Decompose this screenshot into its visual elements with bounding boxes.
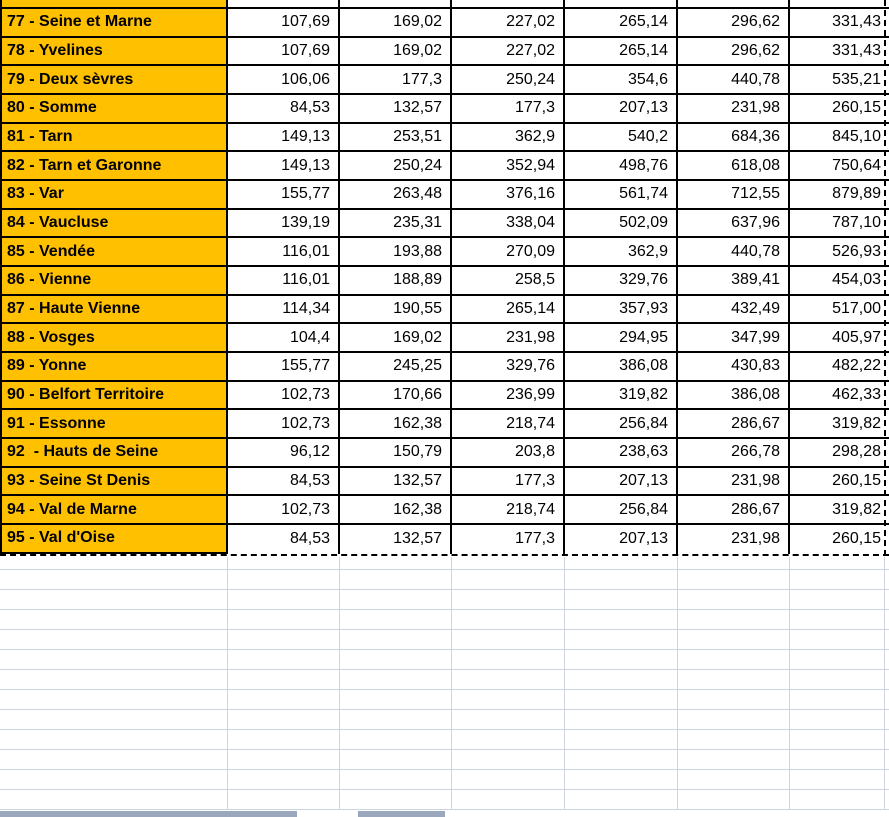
empty-cell[interactable] bbox=[340, 770, 452, 790]
value-cell[interactable]: 637,96 bbox=[678, 210, 790, 239]
empty-cell[interactable] bbox=[565, 570, 678, 590]
value-cell[interactable] bbox=[228, 0, 340, 9]
row-header-cell[interactable]: 79 - Deux sèvres bbox=[0, 66, 228, 95]
empty-cell[interactable] bbox=[228, 570, 340, 590]
empty-cell[interactable] bbox=[340, 690, 452, 710]
value-cell[interactable]: 231,98 bbox=[678, 525, 790, 554]
empty-cell[interactable] bbox=[678, 630, 790, 650]
value-cell[interactable]: 517,00 bbox=[790, 296, 889, 325]
empty-cell[interactable] bbox=[885, 590, 889, 610]
row-header-cell[interactable]: 93 - Seine St Denis bbox=[0, 468, 228, 497]
value-cell[interactable]: 149,13 bbox=[228, 124, 340, 153]
empty-cell[interactable] bbox=[678, 770, 790, 790]
empty-cell[interactable] bbox=[678, 710, 790, 730]
value-cell[interactable]: 329,76 bbox=[565, 267, 678, 296]
value-cell[interactable]: 114,34 bbox=[228, 296, 340, 325]
empty-cell[interactable] bbox=[0, 650, 228, 670]
empty-cell[interactable] bbox=[565, 710, 678, 730]
row-header-cell[interactable]: 84 - Vaucluse bbox=[0, 210, 228, 239]
empty-grid-row bbox=[0, 650, 889, 670]
empty-cell[interactable] bbox=[565, 750, 678, 770]
value-cell[interactable]: 107,69 bbox=[228, 9, 340, 38]
empty-cell[interactable] bbox=[790, 690, 885, 710]
empty-cell[interactable] bbox=[0, 570, 228, 590]
empty-cell[interactable] bbox=[565, 730, 678, 750]
empty-cell[interactable] bbox=[790, 710, 885, 730]
empty-grid-row bbox=[0, 670, 889, 690]
value-cell[interactable]: 139,19 bbox=[228, 210, 340, 239]
bottom-partial-bar bbox=[358, 811, 445, 817]
value-cell[interactable]: 84,53 bbox=[228, 95, 340, 124]
table-row bbox=[0, 38, 889, 67]
empty-cell[interactable] bbox=[452, 750, 565, 770]
value-cell[interactable]: 712,55 bbox=[678, 181, 790, 210]
value-cell[interactable]: 294,95 bbox=[565, 324, 678, 353]
empty-cell[interactable] bbox=[885, 730, 889, 750]
table-row bbox=[0, 152, 889, 181]
empty-cell[interactable] bbox=[228, 750, 340, 770]
value-cell[interactable]: 540,2 bbox=[565, 124, 678, 153]
value-cell[interactable]: 482,22 bbox=[790, 353, 889, 382]
value-cell[interactable] bbox=[565, 0, 678, 9]
empty-cell[interactable] bbox=[452, 770, 565, 790]
empty-cell[interactable] bbox=[340, 670, 452, 690]
empty-cell[interactable] bbox=[0, 790, 228, 810]
empty-cell[interactable] bbox=[0, 557, 228, 570]
empty-cell[interactable] bbox=[340, 750, 452, 770]
empty-cell[interactable] bbox=[790, 730, 885, 750]
table-row bbox=[0, 382, 889, 411]
empty-cell[interactable] bbox=[565, 610, 678, 630]
empty-cell[interactable] bbox=[340, 630, 452, 650]
row-header-cell[interactable]: 88 - Vosges bbox=[0, 324, 228, 353]
table-row bbox=[0, 238, 889, 267]
value-cell[interactable]: 535,21 bbox=[790, 66, 889, 95]
value-cell[interactable]: 440,78 bbox=[678, 66, 790, 95]
empty-cell[interactable] bbox=[452, 610, 565, 630]
empty-cell[interactable] bbox=[885, 770, 889, 790]
value-cell[interactable] bbox=[452, 0, 565, 9]
value-cell[interactable]: 502,09 bbox=[565, 210, 678, 239]
value-cell[interactable]: 286,67 bbox=[678, 496, 790, 525]
row-header-cell[interactable]: 91 - Essonne bbox=[0, 410, 228, 439]
value-cell[interactable] bbox=[790, 0, 889, 9]
table-row bbox=[0, 181, 889, 210]
value-cell[interactable]: 561,74 bbox=[565, 181, 678, 210]
empty-cell[interactable] bbox=[228, 670, 340, 690]
value-cell[interactable]: 265,14 bbox=[452, 296, 565, 325]
value-cell[interactable]: 260,15 bbox=[790, 95, 889, 124]
empty-cell[interactable] bbox=[228, 790, 340, 810]
row-header-cell[interactable]: 78 - Yvelines bbox=[0, 38, 228, 67]
row-header-cell[interactable]: 81 - Tarn bbox=[0, 124, 228, 153]
empty-cell[interactable] bbox=[678, 590, 790, 610]
value-cell[interactable]: 270,09 bbox=[452, 238, 565, 267]
value-cell[interactable]: 440,78 bbox=[678, 238, 790, 267]
empty-cell[interactable] bbox=[565, 590, 678, 610]
empty-cell[interactable] bbox=[790, 750, 885, 770]
page-break-horizontal-line bbox=[0, 554, 889, 556]
row-header-cell[interactable]: 77 - Seine et Marne bbox=[0, 9, 228, 38]
value-cell[interactable]: 245,25 bbox=[340, 353, 452, 382]
empty-cell[interactable] bbox=[885, 610, 889, 630]
value-cell[interactable]: 102,73 bbox=[228, 410, 340, 439]
value-cell[interactable]: 454,03 bbox=[790, 267, 889, 296]
empty-cell[interactable] bbox=[790, 557, 885, 570]
empty-grid-row bbox=[0, 570, 889, 590]
row-header-cell[interactable]: 94 - Val de Marne bbox=[0, 496, 228, 525]
value-cell[interactable]: 432,49 bbox=[678, 296, 790, 325]
value-cell[interactable]: 188,89 bbox=[340, 267, 452, 296]
value-cell[interactable]: 296,62 bbox=[678, 9, 790, 38]
value-cell[interactable]: 347,99 bbox=[678, 324, 790, 353]
empty-grid-row bbox=[0, 730, 889, 750]
empty-cell[interactable] bbox=[678, 610, 790, 630]
partial-table-row bbox=[0, 0, 889, 9]
empty-grid-row bbox=[0, 770, 889, 790]
value-cell[interactable] bbox=[678, 0, 790, 9]
row-header-cell[interactable]: 83 - Var bbox=[0, 181, 228, 210]
value-cell[interactable]: 331,43 bbox=[790, 38, 889, 67]
value-cell[interactable]: 177,3 bbox=[340, 66, 452, 95]
empty-cell[interactable] bbox=[790, 630, 885, 650]
empty-cell[interactable] bbox=[885, 750, 889, 770]
value-cell[interactable]: 207,13 bbox=[565, 525, 678, 554]
value-cell[interactable]: 253,51 bbox=[340, 124, 452, 153]
value-cell[interactable]: 879,89 bbox=[790, 181, 889, 210]
value-cell[interactable]: 193,88 bbox=[340, 238, 452, 267]
empty-cell[interactable] bbox=[0, 670, 228, 690]
empty-grid-row bbox=[0, 690, 889, 710]
value-cell[interactable]: 169,02 bbox=[340, 324, 452, 353]
value-cell[interactable]: 498,76 bbox=[565, 152, 678, 181]
value-cell[interactable]: 329,76 bbox=[452, 353, 565, 382]
table-row bbox=[0, 439, 889, 468]
value-cell[interactable]: 260,15 bbox=[790, 468, 889, 497]
value-cell[interactable]: 116,01 bbox=[228, 267, 340, 296]
empty-cell[interactable] bbox=[228, 630, 340, 650]
empty-cell[interactable] bbox=[885, 710, 889, 730]
value-cell[interactable]: 150,79 bbox=[340, 439, 452, 468]
empty-cell[interactable] bbox=[340, 570, 452, 590]
empty-cell[interactable] bbox=[340, 557, 452, 570]
row-header-cell[interactable]: 85 - Vendée bbox=[0, 238, 228, 267]
value-cell[interactable]: 132,57 bbox=[340, 468, 452, 497]
empty-grid-row bbox=[0, 557, 889, 570]
value-cell[interactable]: 430,83 bbox=[678, 353, 790, 382]
empty-cell[interactable] bbox=[790, 610, 885, 630]
empty-cell[interactable] bbox=[885, 650, 889, 670]
value-cell[interactable]: 155,77 bbox=[228, 181, 340, 210]
empty-cell[interactable] bbox=[340, 790, 452, 810]
empty-cell[interactable] bbox=[790, 570, 885, 590]
empty-cell[interactable] bbox=[678, 790, 790, 810]
value-cell[interactable]: 405,97 bbox=[790, 324, 889, 353]
value-cell[interactable]: 149,13 bbox=[228, 152, 340, 181]
row-header-cell[interactable]: 89 - Yonne bbox=[0, 353, 228, 382]
table-row bbox=[0, 66, 889, 95]
value-cell[interactable]: 787,10 bbox=[790, 210, 889, 239]
value-cell[interactable]: 104,4 bbox=[228, 324, 340, 353]
table-row bbox=[0, 496, 889, 525]
value-cell[interactable]: 132,57 bbox=[340, 95, 452, 124]
empty-cell[interactable] bbox=[565, 670, 678, 690]
value-cell[interactable]: 236,99 bbox=[452, 382, 565, 411]
value-cell[interactable]: 169,02 bbox=[340, 9, 452, 38]
empty-cell[interactable] bbox=[452, 690, 565, 710]
empty-cell[interactable] bbox=[228, 557, 340, 570]
value-cell[interactable]: 462,33 bbox=[790, 382, 889, 411]
empty-cell[interactable] bbox=[228, 770, 340, 790]
empty-cell[interactable] bbox=[885, 690, 889, 710]
value-cell[interactable]: 107,69 bbox=[228, 38, 340, 67]
value-cell[interactable]: 207,13 bbox=[565, 95, 678, 124]
value-cell[interactable]: 338,04 bbox=[452, 210, 565, 239]
empty-cell[interactable] bbox=[678, 570, 790, 590]
value-cell[interactable]: 235,31 bbox=[340, 210, 452, 239]
value-cell[interactable]: 750,64 bbox=[790, 152, 889, 181]
empty-cell[interactable] bbox=[0, 770, 228, 790]
value-cell[interactable]: 84,53 bbox=[228, 525, 340, 554]
empty-cell[interactable] bbox=[885, 557, 889, 570]
value-cell[interactable]: 238,63 bbox=[565, 439, 678, 468]
empty-cell[interactable] bbox=[452, 730, 565, 750]
value-cell[interactable]: 102,73 bbox=[228, 496, 340, 525]
empty-cell[interactable] bbox=[228, 590, 340, 610]
value-cell[interactable]: 116,01 bbox=[228, 238, 340, 267]
table-row bbox=[0, 210, 889, 239]
value-cell[interactable]: 296,62 bbox=[678, 38, 790, 67]
empty-cell[interactable] bbox=[452, 557, 565, 570]
bottom-partial-bar bbox=[0, 811, 297, 817]
value-cell[interactable] bbox=[340, 0, 452, 9]
empty-cell[interactable] bbox=[0, 630, 228, 650]
value-cell[interactable]: 102,73 bbox=[228, 382, 340, 411]
value-cell[interactable]: 263,48 bbox=[340, 181, 452, 210]
value-cell[interactable]: 84,53 bbox=[228, 468, 340, 497]
value-cell[interactable]: 319,82 bbox=[790, 496, 889, 525]
value-cell[interactable]: 190,55 bbox=[340, 296, 452, 325]
empty-cell[interactable] bbox=[790, 650, 885, 670]
row-header-cell[interactable]: 80 - Somme bbox=[0, 95, 228, 124]
table-row bbox=[0, 9, 889, 38]
empty-cell[interactable] bbox=[452, 790, 565, 810]
table-row bbox=[0, 124, 889, 153]
empty-cell[interactable] bbox=[340, 590, 452, 610]
value-cell[interactable]: 177,3 bbox=[452, 468, 565, 497]
empty-cell[interactable] bbox=[228, 610, 340, 630]
empty-grid-row bbox=[0, 610, 889, 630]
empty-cell[interactable] bbox=[340, 730, 452, 750]
empty-cell[interactable] bbox=[678, 557, 790, 570]
value-cell[interactable]: 177,3 bbox=[452, 95, 565, 124]
value-cell[interactable]: 256,84 bbox=[565, 496, 678, 525]
value-cell[interactable]: 362,9 bbox=[565, 238, 678, 267]
empty-cell[interactable] bbox=[0, 730, 228, 750]
value-cell[interactable]: 177,3 bbox=[452, 525, 565, 554]
value-cell[interactable]: 357,93 bbox=[565, 296, 678, 325]
empty-cell[interactable] bbox=[678, 730, 790, 750]
value-cell[interactable]: 218,74 bbox=[452, 410, 565, 439]
table-row bbox=[0, 95, 889, 124]
row-header-cell[interactable]: 90 - Belfort Territoire bbox=[0, 382, 228, 411]
value-cell[interactable]: 331,43 bbox=[790, 9, 889, 38]
empty-cell[interactable] bbox=[790, 790, 885, 810]
value-cell[interactable]: 170,66 bbox=[340, 382, 452, 411]
empty-cell[interactable] bbox=[340, 610, 452, 630]
value-cell[interactable]: 618,08 bbox=[678, 152, 790, 181]
value-cell[interactable]: 298,28 bbox=[790, 439, 889, 468]
empty-cell[interactable] bbox=[678, 750, 790, 770]
value-cell[interactable]: 250,24 bbox=[340, 152, 452, 181]
empty-cell[interactable] bbox=[885, 670, 889, 690]
value-cell[interactable]: 231,98 bbox=[452, 324, 565, 353]
empty-grid-area bbox=[0, 557, 889, 810]
empty-cell[interactable] bbox=[678, 670, 790, 690]
row-header-cell[interactable]: 95 - Val d'Oise bbox=[0, 525, 228, 554]
value-cell[interactable]: 319,82 bbox=[565, 382, 678, 411]
empty-cell[interactable] bbox=[228, 730, 340, 750]
table-row bbox=[0, 525, 889, 554]
empty-cell[interactable] bbox=[228, 690, 340, 710]
value-cell[interactable]: 218,74 bbox=[452, 496, 565, 525]
value-cell[interactable]: 96,12 bbox=[228, 439, 340, 468]
empty-cell[interactable] bbox=[790, 770, 885, 790]
value-cell[interactable]: 169,02 bbox=[340, 38, 452, 67]
empty-cell[interactable] bbox=[565, 557, 678, 570]
value-cell[interactable]: 386,08 bbox=[565, 353, 678, 382]
value-cell[interactable]: 227,02 bbox=[452, 9, 565, 38]
empty-cell[interactable] bbox=[452, 590, 565, 610]
empty-cell[interactable] bbox=[565, 770, 678, 790]
empty-cell[interactable] bbox=[452, 570, 565, 590]
value-cell[interactable]: 389,41 bbox=[678, 267, 790, 296]
empty-grid-row bbox=[0, 590, 889, 610]
value-cell[interactable]: 231,98 bbox=[678, 468, 790, 497]
empty-cell[interactable] bbox=[452, 670, 565, 690]
empty-cell[interactable] bbox=[228, 650, 340, 670]
empty-grid-row bbox=[0, 710, 889, 730]
value-cell[interactable]: 362,9 bbox=[452, 124, 565, 153]
empty-cell[interactable] bbox=[228, 710, 340, 730]
row-header-cell[interactable]: 82 - Tarn et Garonne bbox=[0, 152, 228, 181]
value-cell[interactable]: 260,15 bbox=[790, 525, 889, 554]
value-cell[interactable]: 227,02 bbox=[452, 38, 565, 67]
row-header-cell[interactable]: 86 - Vienne bbox=[0, 267, 228, 296]
value-cell[interactable]: 106,06 bbox=[228, 66, 340, 95]
empty-cell[interactable] bbox=[0, 710, 228, 730]
value-cell[interactable]: 319,82 bbox=[790, 410, 889, 439]
table-row bbox=[0, 353, 889, 382]
empty-grid-row bbox=[0, 750, 889, 770]
value-cell[interactable]: 526,93 bbox=[790, 238, 889, 267]
value-cell[interactable]: 354,6 bbox=[565, 66, 678, 95]
value-cell[interactable]: 162,38 bbox=[340, 496, 452, 525]
table-row bbox=[0, 468, 889, 497]
value-cell[interactable]: 265,14 bbox=[565, 9, 678, 38]
value-cell[interactable]: 352,94 bbox=[452, 152, 565, 181]
value-cell[interactable]: 266,78 bbox=[678, 439, 790, 468]
empty-cell[interactable] bbox=[790, 670, 885, 690]
row-header-cell[interactable]: 92 - Hauts de Seine bbox=[0, 439, 228, 468]
empty-cell[interactable] bbox=[0, 690, 228, 710]
empty-cell[interactable] bbox=[885, 630, 889, 650]
value-cell[interactable]: 265,14 bbox=[565, 38, 678, 67]
value-cell[interactable]: 207,13 bbox=[565, 468, 678, 497]
empty-cell[interactable] bbox=[565, 690, 678, 710]
value-cell[interactable]: 155,77 bbox=[228, 353, 340, 382]
value-cell[interactable]: 386,08 bbox=[678, 382, 790, 411]
value-cell[interactable]: 250,24 bbox=[452, 66, 565, 95]
value-cell[interactable]: 845,10 bbox=[790, 124, 889, 153]
empty-cell[interactable] bbox=[452, 650, 565, 670]
row-header-cell[interactable] bbox=[0, 0, 228, 9]
table-row bbox=[0, 324, 889, 353]
empty-cell[interactable] bbox=[885, 790, 889, 810]
value-cell[interactable]: 376,16 bbox=[452, 181, 565, 210]
table-row bbox=[0, 267, 889, 296]
empty-cell[interactable] bbox=[452, 630, 565, 650]
empty-cell[interactable] bbox=[790, 590, 885, 610]
empty-cell[interactable] bbox=[452, 710, 565, 730]
empty-cell[interactable] bbox=[678, 690, 790, 710]
value-cell[interactable]: 132,57 bbox=[340, 525, 452, 554]
table-row bbox=[0, 410, 889, 439]
empty-cell[interactable] bbox=[565, 650, 678, 670]
value-cell[interactable]: 203,8 bbox=[452, 439, 565, 468]
empty-grid-row bbox=[0, 790, 889, 810]
empty-cell[interactable] bbox=[885, 570, 889, 590]
empty-cell[interactable] bbox=[0, 750, 228, 770]
empty-cell[interactable] bbox=[340, 650, 452, 670]
empty-cell[interactable] bbox=[0, 610, 228, 630]
page-break-vertical-line bbox=[884, 0, 886, 556]
value-cell[interactable]: 286,67 bbox=[678, 410, 790, 439]
empty-grid-row bbox=[0, 630, 889, 650]
empty-cell[interactable] bbox=[565, 630, 678, 650]
empty-cell[interactable] bbox=[0, 590, 228, 610]
value-cell[interactable]: 684,36 bbox=[678, 124, 790, 153]
value-cell[interactable]: 256,84 bbox=[565, 410, 678, 439]
empty-cell[interactable] bbox=[678, 650, 790, 670]
value-cell[interactable]: 162,38 bbox=[340, 410, 452, 439]
value-cell[interactable]: 258,5 bbox=[452, 267, 565, 296]
row-header-cell[interactable]: 87 - Haute Vienne bbox=[0, 296, 228, 325]
table-row bbox=[0, 296, 889, 325]
empty-cell[interactable] bbox=[340, 710, 452, 730]
value-cell[interactable]: 231,98 bbox=[678, 95, 790, 124]
empty-cell[interactable] bbox=[565, 790, 678, 810]
